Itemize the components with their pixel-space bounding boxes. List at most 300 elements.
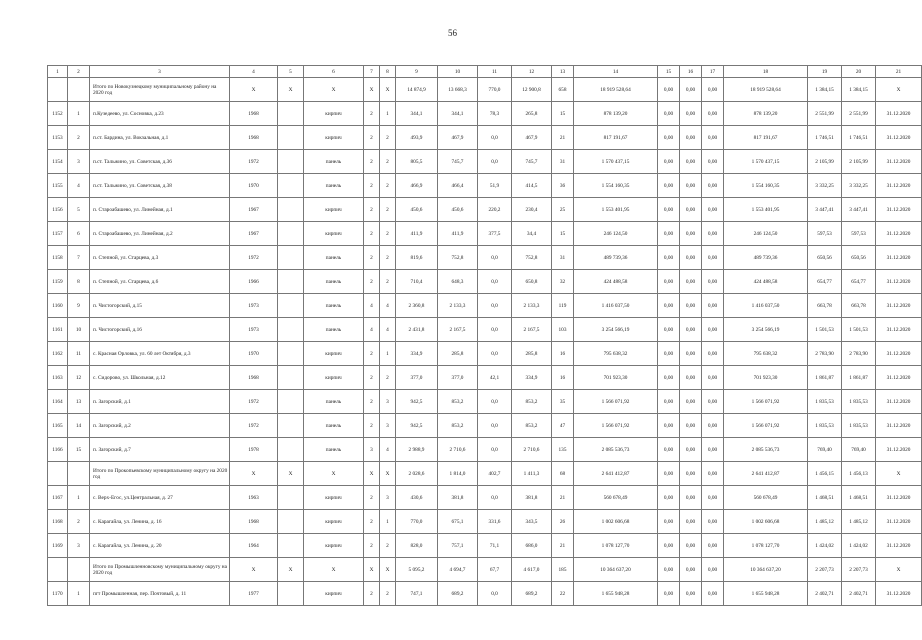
table-cell: п.ст. Тальжино, ул. Советская, д.38 <box>90 174 230 198</box>
table-cell: 689,2 <box>438 582 478 606</box>
table-cell: 1 456,13 <box>842 462 876 486</box>
table-cell: 35 <box>552 390 574 414</box>
table-cell: 31.12.2020 <box>876 222 922 246</box>
table-cell: 135 <box>552 438 574 462</box>
table-cell: 1 553 401,95 <box>724 198 808 222</box>
table-cell: 0,00 <box>702 198 724 222</box>
table-cell: 663,78 <box>842 294 876 318</box>
table-cell: 752,8 <box>512 246 552 270</box>
table-cell: 0,0 <box>478 414 512 438</box>
table-cell: 795 638,32 <box>724 342 808 366</box>
table-cell: 2 <box>380 198 396 222</box>
table-cell: X <box>380 462 396 486</box>
table-cell: 2 <box>380 222 396 246</box>
table-cell: п. Староабашево, ул. Линейная, д.2 <box>90 222 230 246</box>
table-cell: 42,1 <box>478 366 512 390</box>
table-cell <box>278 366 304 390</box>
table-cell: с. Карагайла, ул. Ленина, д. 20 <box>90 534 230 558</box>
table-cell: 1 <box>380 342 396 366</box>
subtotal-row <box>48 558 922 582</box>
table-cell: 1 655 948,28 <box>574 582 658 606</box>
table-cell: 1972 <box>230 246 278 270</box>
table-cell: 4 <box>380 438 396 462</box>
column-number-cell: 18 <box>724 66 808 78</box>
table-cell: 3 <box>364 438 380 462</box>
table-cell: 0,00 <box>702 102 724 126</box>
table-cell: с. Красная Орловка, ул. 60 лет Октября, д.3 <box>90 342 230 366</box>
table-cell: 1 424,02 <box>842 534 876 558</box>
table-cell: 2 <box>364 366 380 390</box>
table-cell: 0,00 <box>680 174 702 198</box>
table-cell: 0,00 <box>680 462 702 486</box>
table-cell: 0,00 <box>658 198 680 222</box>
table-cell: 1977 <box>230 582 278 606</box>
table-cell: 2 <box>380 366 396 390</box>
table-cell: 1 <box>68 102 90 126</box>
table-cell: 1966 <box>230 270 278 294</box>
table-cell: 2 641 412,87 <box>574 462 658 486</box>
table-cell: 0,00 <box>680 246 702 270</box>
table-cell: 1972 <box>230 390 278 414</box>
table-cell: 16 <box>552 342 574 366</box>
table-cell <box>68 558 90 582</box>
table-cell: 2 783,90 <box>808 342 842 366</box>
table-cell: X <box>230 78 278 102</box>
table-cell: 0,0 <box>478 294 512 318</box>
table-cell: 1 468,51 <box>842 486 876 510</box>
table-cell: 31.12.2020 <box>876 510 922 534</box>
table-cell: 745,7 <box>438 150 478 174</box>
table-cell: 2 402,71 <box>808 582 842 606</box>
table-cell: 12 900,8 <box>512 78 552 102</box>
table-cell: 1970 <box>230 342 278 366</box>
table-row <box>48 174 922 198</box>
table-cell: 1 566 071,92 <box>574 414 658 438</box>
table-cell: 1 655 948,28 <box>724 582 808 606</box>
table-cell: 5 <box>68 198 90 222</box>
table-cell: панель <box>304 174 364 198</box>
table-cell: 2 133,3 <box>438 294 478 318</box>
table-cell: 344,1 <box>438 102 478 126</box>
column-number-cell: 5 <box>278 66 304 78</box>
table-cell <box>278 222 304 246</box>
column-number-header-row <box>48 66 922 78</box>
column-number-cell: 6 <box>304 66 364 78</box>
table-cell: 1 <box>68 582 90 606</box>
column-number-cell: 17 <box>702 66 724 78</box>
table-row <box>48 318 922 342</box>
table-cell: 3 332,25 <box>808 174 842 198</box>
table-cell: 770,0 <box>396 510 438 534</box>
table-cell: 2 105,99 <box>808 150 842 174</box>
table-cell: п. Загорский, д.2 <box>90 414 230 438</box>
table-cell: 0,00 <box>658 582 680 606</box>
table-cell: 450,6 <box>438 198 478 222</box>
table-row <box>48 582 922 606</box>
table-cell: 2 <box>380 582 396 606</box>
table-cell: 0,00 <box>658 318 680 342</box>
table-cell: 0,0 <box>478 438 512 462</box>
table-cell: панель <box>304 390 364 414</box>
table-cell: X <box>876 462 922 486</box>
table-cell: 1 384,15 <box>808 78 842 102</box>
table-cell: 1 002 606,68 <box>574 510 658 534</box>
table-cell: 21 <box>552 486 574 510</box>
table-cell: 3 254 566,19 <box>724 318 808 342</box>
table-cell: 377,0 <box>438 366 478 390</box>
table-cell: панель <box>304 270 364 294</box>
table-cell: 0,00 <box>658 174 680 198</box>
table-cell: 0,00 <box>680 294 702 318</box>
table-cell: 878 139,20 <box>574 102 658 126</box>
table-cell <box>48 78 68 102</box>
table-cell: 1 <box>68 486 90 510</box>
table-cell: 14 <box>68 414 90 438</box>
table-cell: 15 <box>552 222 574 246</box>
table-cell: 78,3 <box>478 102 512 126</box>
column-number-cell: 13 <box>552 66 574 78</box>
table-cell: 1 746,51 <box>808 126 842 150</box>
table-cell: 119 <box>552 294 574 318</box>
table-cell: п.ст. Бардина, ул. Вокзальная, д.1 <box>90 126 230 150</box>
table-cell: 1165 <box>48 414 68 438</box>
table-cell: 1 553 401,95 <box>574 198 658 222</box>
table-cell: 745,7 <box>512 150 552 174</box>
table-cell: Итого по Новокузнецкому муниципальному району на 2020 год <box>90 78 230 102</box>
table-cell: X <box>876 558 922 582</box>
table-cell: кирпич <box>304 510 364 534</box>
table-cell: 402,7 <box>478 462 512 486</box>
table-cell: 2 551,99 <box>842 102 876 126</box>
table-cell: 343,5 <box>512 510 552 534</box>
page-number: 56 <box>448 28 457 38</box>
table-cell: 1 468,51 <box>808 486 842 510</box>
table-cell: 0,00 <box>680 270 702 294</box>
table-cell: 0,00 <box>702 414 724 438</box>
table-cell: п. Загорский, д.7 <box>90 438 230 462</box>
table-cell: 2 <box>364 150 380 174</box>
table-cell: X <box>364 462 380 486</box>
table-cell: 8 <box>68 270 90 294</box>
table-cell: 1972 <box>230 150 278 174</box>
table-cell: 411,9 <box>438 222 478 246</box>
table-cell: 654,77 <box>842 270 876 294</box>
table-cell: 1158 <box>48 246 68 270</box>
table-cell: 0,00 <box>658 150 680 174</box>
table-cell: 686,0 <box>512 534 552 558</box>
table-cell: X <box>230 558 278 582</box>
table-cell: кирпич <box>304 486 364 510</box>
table-cell: 1 078 127,70 <box>724 534 808 558</box>
table-cell <box>278 486 304 510</box>
column-number-cell: 4 <box>230 66 278 78</box>
table-cell: 0,0 <box>478 486 512 510</box>
table-cell: 0,00 <box>658 102 680 126</box>
table-cell: 817 191,67 <box>724 126 808 150</box>
table-cell: 0,00 <box>680 558 702 582</box>
table-cell: 2 402,71 <box>842 582 876 606</box>
table-cell: 0,00 <box>658 294 680 318</box>
table-cell: 828,0 <box>396 534 438 558</box>
table-cell: 334,9 <box>512 366 552 390</box>
table-cell: 654,77 <box>808 270 842 294</box>
table-cell: 71,1 <box>478 534 512 558</box>
table-cell: 21 <box>552 126 574 150</box>
table-cell: 1978 <box>230 438 278 462</box>
table-cell: 414,5 <box>512 174 552 198</box>
table-cell: 0,00 <box>680 582 702 606</box>
table-cell <box>278 510 304 534</box>
table-cell: 3 <box>380 486 396 510</box>
table-cell: 1 570 437,15 <box>724 150 808 174</box>
table-cell: 853,2 <box>438 414 478 438</box>
table-cell: 597,53 <box>842 222 876 246</box>
table-cell: 185 <box>552 558 574 582</box>
table-cell: 0,00 <box>680 222 702 246</box>
table-cell: кирпич <box>304 582 364 606</box>
table-cell: 0,00 <box>680 126 702 150</box>
table-cell: 1169 <box>48 534 68 558</box>
table-cell: 25 <box>552 198 574 222</box>
table-cell: 2 <box>68 510 90 534</box>
table-cell: 1170 <box>48 582 68 606</box>
table-cell: 2 <box>364 222 380 246</box>
table-cell <box>278 198 304 222</box>
table-row <box>48 222 922 246</box>
column-number-cell: 2 <box>68 66 90 78</box>
table-cell: 1167 <box>48 486 68 510</box>
table-cell: 16 <box>552 366 574 390</box>
table-cell <box>278 174 304 198</box>
table-cell: 331,6 <box>478 510 512 534</box>
table-cell: 3 447,41 <box>808 198 842 222</box>
table-cell: п. Чистогорский, д.16 <box>90 318 230 342</box>
table-cell: 285,8 <box>512 342 552 366</box>
table-cell: 1968 <box>230 510 278 534</box>
table-cell: 2 <box>364 486 380 510</box>
table-cell: 2 <box>380 174 396 198</box>
table-cell: 31 <box>552 246 574 270</box>
table-cell: 0,00 <box>680 150 702 174</box>
table-cell: 0,00 <box>702 510 724 534</box>
table-cell: 1155 <box>48 174 68 198</box>
table-cell: 493,9 <box>396 126 438 150</box>
table-cell: п.ст. Тальжино, ул. Советская, д.36 <box>90 150 230 174</box>
table-cell: 3 447,41 <box>842 198 876 222</box>
table-cell: п. Чистогорский, д.15 <box>90 294 230 318</box>
table-cell: 377,0 <box>396 366 438 390</box>
table-cell: 18 919 528,64 <box>574 78 658 102</box>
table-cell: 3 <box>68 150 90 174</box>
table-cell: 2 207,73 <box>808 558 842 582</box>
table-cell: 31.12.2020 <box>876 126 922 150</box>
table-cell: 0,00 <box>680 342 702 366</box>
table-cell: 466,4 <box>438 174 478 198</box>
table-cell: 246 124,50 <box>574 222 658 246</box>
table-cell: 2 <box>364 390 380 414</box>
table-cell: 1 566 071,92 <box>574 390 658 414</box>
table-row <box>48 102 922 126</box>
table-cell: 466,9 <box>396 174 438 198</box>
table-cell: 2 <box>364 270 380 294</box>
table-cell: 3 <box>68 534 90 558</box>
table-cell: 650,56 <box>808 246 842 270</box>
column-number-cell: 8 <box>380 66 396 78</box>
table-cell: 0,00 <box>680 366 702 390</box>
table-cell: 1 566 071,92 <box>724 414 808 438</box>
table-cell: 1166 <box>48 438 68 462</box>
table-cell: 467,9 <box>438 126 478 150</box>
table-cell <box>68 78 90 102</box>
table-cell: 489 739,36 <box>574 246 658 270</box>
table-cell: 2 <box>364 414 380 438</box>
column-number-cell: 1 <box>48 66 68 78</box>
table-cell: 489 739,36 <box>724 246 808 270</box>
table-cell: 1157 <box>48 222 68 246</box>
table-cell: 1152 <box>48 102 68 126</box>
table-cell: 3 254 566,19 <box>574 318 658 342</box>
table-cell: 650,8 <box>512 270 552 294</box>
table-cell: 1162 <box>48 342 68 366</box>
table-cell: 1967 <box>230 222 278 246</box>
table-row <box>48 198 922 222</box>
table-cell: 710,4 <box>396 270 438 294</box>
table-cell: 4 694,7 <box>438 558 478 582</box>
table-cell: 3 332,25 <box>842 174 876 198</box>
column-number-cell: 11 <box>478 66 512 78</box>
table-cell: 0,00 <box>680 534 702 558</box>
table-cell: X <box>278 78 304 102</box>
table-cell: 0,00 <box>680 318 702 342</box>
table-cell: 2 360,8 <box>396 294 438 318</box>
table-cell: 0,00 <box>702 246 724 270</box>
table-cell: Итого по Прокопьевскому муниципальному округу на 2020 год <box>90 462 230 486</box>
column-number-cell: 9 <box>396 66 438 78</box>
table-cell: 411,9 <box>396 222 438 246</box>
table-cell: 701 923,30 <box>724 366 808 390</box>
table-cell: 1 814,0 <box>438 462 478 486</box>
table-cell <box>278 102 304 126</box>
table-row <box>48 390 922 414</box>
table-cell: 0,00 <box>680 390 702 414</box>
table-cell <box>278 126 304 150</box>
table-cell: 701 923,30 <box>574 366 658 390</box>
table-cell: 2 <box>364 510 380 534</box>
table-cell: 2 710,6 <box>438 438 478 462</box>
table-cell: 2 <box>380 150 396 174</box>
table-cell: 1 485,12 <box>808 510 842 534</box>
table-cell: 230,4 <box>512 198 552 222</box>
table-cell: кирпич <box>304 366 364 390</box>
table-cell: 0,00 <box>658 462 680 486</box>
table-cell: 14 874,9 <box>396 78 438 102</box>
table-cell: пгт Промышленная, пер. Почтовый, д. 11 <box>90 582 230 606</box>
table-cell: п. Староабашево, ул. Линейная, д.1 <box>90 198 230 222</box>
table-cell: 560 678,49 <box>574 486 658 510</box>
table-cell: 1 501,53 <box>842 318 876 342</box>
table-cell: 15 <box>552 102 574 126</box>
table-cell: 103 <box>552 318 574 342</box>
table-cell: 22 <box>552 582 574 606</box>
table-cell: 663,78 <box>808 294 842 318</box>
table-cell: 0,00 <box>680 414 702 438</box>
table-cell: 2 <box>364 126 380 150</box>
column-number-cell: 14 <box>574 66 658 78</box>
table-cell: панель <box>304 294 364 318</box>
table-cell: 10 364 637,20 <box>724 558 808 582</box>
table-cell: 11 <box>68 342 90 366</box>
table-cell: 450,6 <box>396 198 438 222</box>
table-cell: 0,0 <box>478 582 512 606</box>
table-cell: кирпич <box>304 534 364 558</box>
table-cell: 344,1 <box>396 102 438 126</box>
table-cell: 13 668,3 <box>438 78 478 102</box>
table-cell: 0,0 <box>478 270 512 294</box>
table-cell: 658 <box>552 78 574 102</box>
table-cell: 0,0 <box>478 390 512 414</box>
table-cell: 2 710,6 <box>512 438 552 462</box>
table-cell: X <box>304 558 364 582</box>
table-cell: 0,00 <box>658 222 680 246</box>
table-cell: 1 416 037,50 <box>724 294 808 318</box>
column-number-cell: 3 <box>90 66 230 78</box>
table-cell: 648,3 <box>438 270 478 294</box>
table-cell: 68 <box>552 462 574 486</box>
table-cell: панель <box>304 150 364 174</box>
table-cell: X <box>230 462 278 486</box>
table-cell: 1963 <box>230 486 278 510</box>
table-cell: 853,2 <box>512 414 552 438</box>
table-cell: 819,6 <box>396 246 438 270</box>
table-cell: 4 <box>364 294 380 318</box>
table-cell: 2 085 536,73 <box>724 438 808 462</box>
table-cell: 9 <box>68 294 90 318</box>
table-cell: 597,53 <box>808 222 842 246</box>
table-cell: 1 501,53 <box>808 318 842 342</box>
table-cell: 1 384,15 <box>842 78 876 102</box>
table-cell: 31 <box>552 150 574 174</box>
table-cell: 2 <box>364 198 380 222</box>
table-cell: X <box>278 558 304 582</box>
table-cell: 18 919 528,64 <box>724 78 808 102</box>
table-cell: 1159 <box>48 270 68 294</box>
table-cell: 0,00 <box>702 222 724 246</box>
table-cell: кирпич <box>304 342 364 366</box>
table-cell <box>278 342 304 366</box>
table-cell: панель <box>304 246 364 270</box>
table-cell: 757,1 <box>438 534 478 558</box>
table-cell: 560 678,49 <box>724 486 808 510</box>
subtotal-row <box>48 78 922 102</box>
table-cell: кирпич <box>304 126 364 150</box>
table-cell: 2 <box>364 174 380 198</box>
table-cell: п. Степной, ул. Старцева, д.6 <box>90 270 230 294</box>
table-cell <box>48 558 68 582</box>
table-cell: 26 <box>552 510 574 534</box>
table-cell: 4 617,0 <box>512 558 552 582</box>
table-cell: 0,0 <box>478 318 512 342</box>
table-cell: 1 416 037,50 <box>574 294 658 318</box>
table-cell: 6 <box>68 222 90 246</box>
table-cell: 36 <box>552 174 574 198</box>
table-cell: 381,8 <box>512 486 552 510</box>
table-cell: 805,5 <box>396 150 438 174</box>
table-cell: 0,00 <box>680 102 702 126</box>
table-row <box>48 438 922 462</box>
table-cell: 1153 <box>48 126 68 150</box>
table-cell: 1968 <box>230 126 278 150</box>
table-cell: 1164 <box>48 390 68 414</box>
